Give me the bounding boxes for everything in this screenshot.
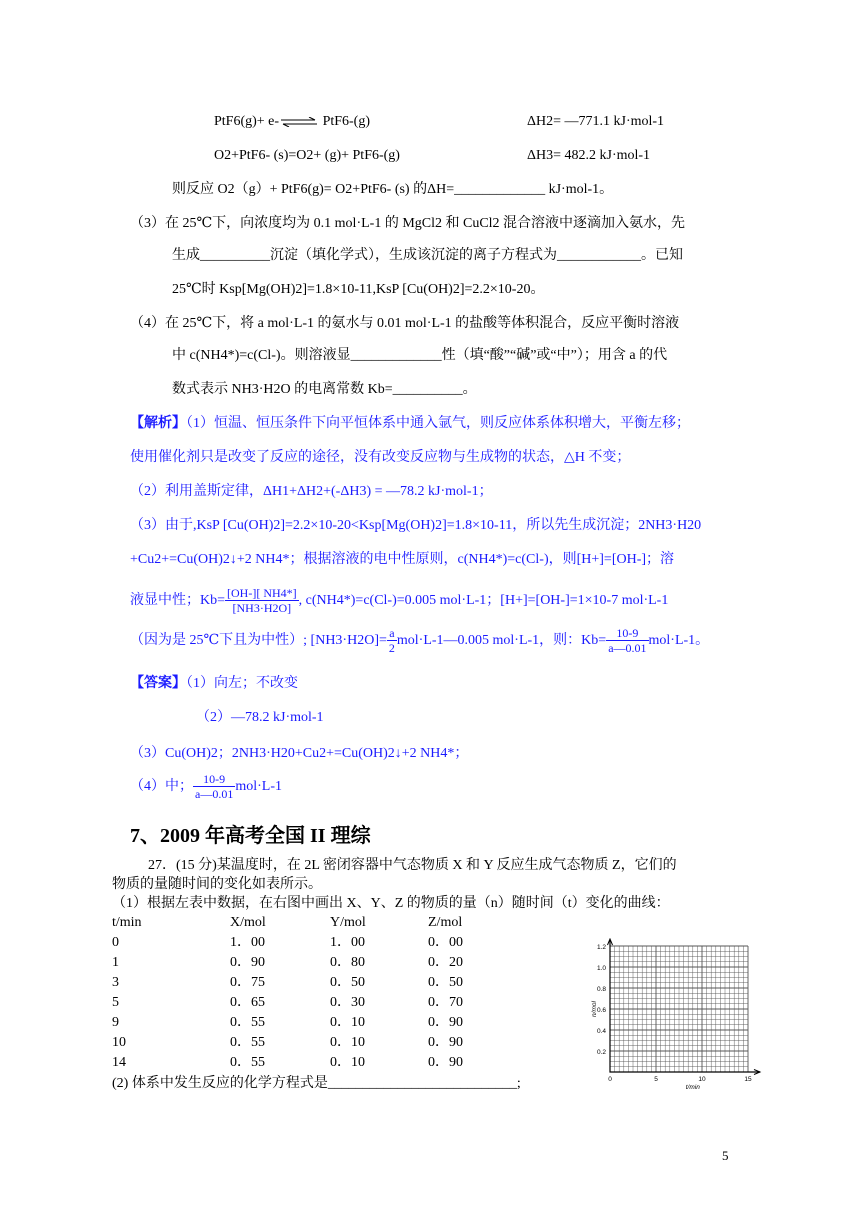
equation-1-right: PtF6-(g) xyxy=(322,114,371,129)
analysis-6-text-b: , c(NH4*)=c(Cl-)=0.005 mol·L-1；[H+]=[OH-]=1×10-7 mol·L-1 xyxy=(298,593,669,608)
grid-lines xyxy=(610,946,748,1072)
table-cell: 0．80 xyxy=(330,955,365,970)
analysis-7-text-c: mol·L-1。 xyxy=(648,633,710,648)
question-3-line-1: （3）在 25℃下，向浓度均为 0.1 mol·L-1 的 MgCl2 和 CuCl2 混合溶液中逐滴加入氨水，先 xyxy=(130,216,686,231)
x-tick-label: 10 xyxy=(698,1076,706,1083)
answer-line-4 xyxy=(130,768,282,806)
table-cell: 14 xyxy=(112,1055,126,1070)
analysis-line-1 xyxy=(130,414,690,434)
x-tick-label: 15 xyxy=(744,1076,752,1083)
question-4-line-1: （4）在 25℃下，将 a mol·L-1 的氨水与 0.01 mol·L-1 的盐酸等体积混合，反应平衡时溶液 xyxy=(130,316,680,331)
analysis-text-1: （1）恒温、恒压条件下向平恒体系中通入氩气，则反应体系体积增大，平衡左移； xyxy=(186,416,690,431)
x-tick-label: 5 xyxy=(654,1076,658,1083)
table-cell: 9 xyxy=(112,1015,119,1030)
answer-label: 【答案】 xyxy=(130,676,186,691)
table-cell: 1 xyxy=(112,955,119,970)
table-cell: 0．70 xyxy=(428,995,463,1010)
table-cell: 0．90 xyxy=(428,1015,463,1030)
question-3-line-2: 生成__________沉淀（填化学式），生成该沉淀的离子方程式为____________。已知 xyxy=(172,248,683,263)
table-header: Y/mol xyxy=(330,915,366,930)
y-tick-label: 0.4 xyxy=(596,1028,606,1035)
reaction-delta-h-question: 则反应 O2（g）+ PtF6(g)= O2+PtF6- (s) 的ΔH=_____________ kJ·mol-1。 xyxy=(172,182,614,197)
analysis-line-5: +Cu2+=Cu(OH)2↓+2 NH4*；根据溶液的电中性原则，c(NH4*)=c(Cl-)，则[H+]=[OH-]；溶 xyxy=(130,552,675,567)
equilibrium-arrow-icon xyxy=(279,117,319,127)
table-cell: 3 xyxy=(112,975,119,990)
table-cell: 0．65 xyxy=(230,995,265,1010)
y-tick-label: 0.2 xyxy=(596,1049,606,1056)
kb-denominator: [NH3·H2O] xyxy=(232,601,292,616)
table-cell: 0．90 xyxy=(230,955,265,970)
page-number: 5 xyxy=(722,1148,729,1163)
table-cell: 0．90 xyxy=(428,1055,463,1070)
answer-text-1: （1）向左；不改变 xyxy=(186,676,298,691)
table-cell: 0．55 xyxy=(230,1015,265,1030)
delta-h3: ΔH3= 482.2 kJ·mol-1 xyxy=(527,148,651,163)
question-3-line-3: 25℃时 Ksp[Mg(OH)2]=1.8×10-11,KsP [Cu(OH)2]=2.2×10-20。 xyxy=(172,282,545,297)
table-cell: 0．50 xyxy=(428,975,463,990)
answer-kb-denominator: a—0.01 xyxy=(195,787,234,802)
question-27-line-2: 物质的量随时间的变化如表所示。 xyxy=(112,877,322,892)
y-tick-label: 0.6 xyxy=(596,1007,606,1014)
table-cell: 10 xyxy=(112,1035,126,1050)
analysis-line-4: （3）由于,KsP [Cu(OH)2]=2.2×10-20<Ksp[Mg(OH)2]=1.8×10-11，所以先生成沉淀；2NH3·H20 xyxy=(130,518,702,533)
answer-line-2: （2）—78.2 kJ·mol-1 xyxy=(196,710,324,725)
table-cell: 0．90 xyxy=(428,1035,463,1050)
analysis-7-text-b: mol·L-1—0.005 mol·L-1，则：Kb= xyxy=(396,633,607,648)
equation-line-1 xyxy=(214,112,370,132)
x-tick-label: 0 xyxy=(608,1076,612,1083)
equation-1-left: PtF6(g)+ e- xyxy=(214,114,280,129)
table-cell: 0．75 xyxy=(230,975,265,990)
analysis-7-text-a: （因为是 25℃下且为中性）; [NH3·H2O]= xyxy=(130,633,387,648)
table-cell: 0．10 xyxy=(330,1035,365,1050)
kb-fraction xyxy=(225,586,299,615)
table-cell: 0 xyxy=(112,935,119,950)
blank-grid-graph xyxy=(588,938,768,1090)
question-27-line-3: （1）根据左表中数据，在右图中画出 X、Y、Z 的物质的量（n）随时间（t）变化的曲线： xyxy=(112,896,670,911)
x-axis-label: t/min xyxy=(685,1084,700,1090)
analysis-line-6 xyxy=(130,582,668,620)
delta-h2: ΔH2= —771.1 kJ·mol-1 xyxy=(527,114,665,129)
answer-line-3: （3）Cu(OH)2；2NH3·H20+Cu2+=Cu(OH)2↓+2 NH4*； xyxy=(130,746,469,761)
table-cell: 0．50 xyxy=(330,975,365,990)
half-a-fraction xyxy=(387,626,397,655)
half-a-numerator: a xyxy=(387,626,397,641)
analysis-line-2: 使用催化剂只是改变了反应的途径，没有改变反应物与生成物的状态，△H 不变； xyxy=(130,450,631,465)
kb-result-numerator: 10-9 xyxy=(606,626,648,641)
section-title: 7、2009 年高考全国 II 理综 xyxy=(130,825,371,847)
kb-result-denominator: a—0.01 xyxy=(608,641,647,656)
kb-result-fraction xyxy=(606,626,648,655)
kb-numerator: [OH-][ NH4*] xyxy=(227,586,297,601)
analysis-6-text-a: 液显中性；Kb= xyxy=(130,593,226,608)
table-header: t/min xyxy=(112,915,142,930)
table-cell: 0．55 xyxy=(230,1035,265,1050)
question-27-part-2: (2) 体系中发生反应的化学方程式是___________________________; xyxy=(112,1076,521,1091)
answer-4-text-a: （4）中； xyxy=(130,779,193,794)
table-cell: 1．00 xyxy=(330,935,365,950)
table-cell: 0．10 xyxy=(330,1015,365,1030)
question-4-line-3: 数式表示 NH3·H2O 的电离常数 Kb=__________。 xyxy=(172,382,477,397)
table-cell: 1．00 xyxy=(230,935,265,950)
analysis-line-7 xyxy=(130,622,709,660)
answer-4-text-b: mol·L-1 xyxy=(235,779,282,794)
analysis-line-3: （2）利用盖斯定律，ΔH1+ΔH2+(-ΔH3) = —78.2 kJ·mol-1； xyxy=(130,484,493,499)
equation-line-2: O2+PtF6- (s)=O2+ (g)+ PtF6-(g) xyxy=(214,148,400,163)
half-a-denominator: 2 xyxy=(388,641,395,656)
y-tick-label: 1.2 xyxy=(596,944,606,951)
table-cell: 5 xyxy=(112,995,119,1010)
question-27-line-1: 27．(15 分)某温度时，在 2L 密闭容器中气态物质 X 和 Y 反应生成气态物质 Z，它们的 xyxy=(148,858,677,873)
table-header: X/mol xyxy=(230,915,266,930)
y-tick-label: 1.0 xyxy=(596,965,606,972)
analysis-label: 【解析】 xyxy=(130,416,186,431)
table-cell: 0．10 xyxy=(330,1055,365,1070)
table-cell: 0．30 xyxy=(330,995,365,1010)
table-cell: 0．20 xyxy=(428,955,463,970)
axes xyxy=(610,940,760,1072)
y-axis-label: n/mol xyxy=(591,1001,598,1017)
answer-kb-numerator: 10-9 xyxy=(193,772,235,787)
question-4-line-2: 中 c(NH4*)=c(Cl-)。则溶液显_____________性（填“酸”“碱”或“中”）；用含 a 的代 xyxy=(172,348,668,363)
answer-kb-fraction xyxy=(193,772,235,801)
table-header: Z/mol xyxy=(428,915,463,930)
answer-line-1 xyxy=(130,674,298,694)
table-cell: 0．00 xyxy=(428,935,463,950)
table-cell: 0．55 xyxy=(230,1055,265,1070)
y-tick-label: 0.8 xyxy=(596,986,606,993)
